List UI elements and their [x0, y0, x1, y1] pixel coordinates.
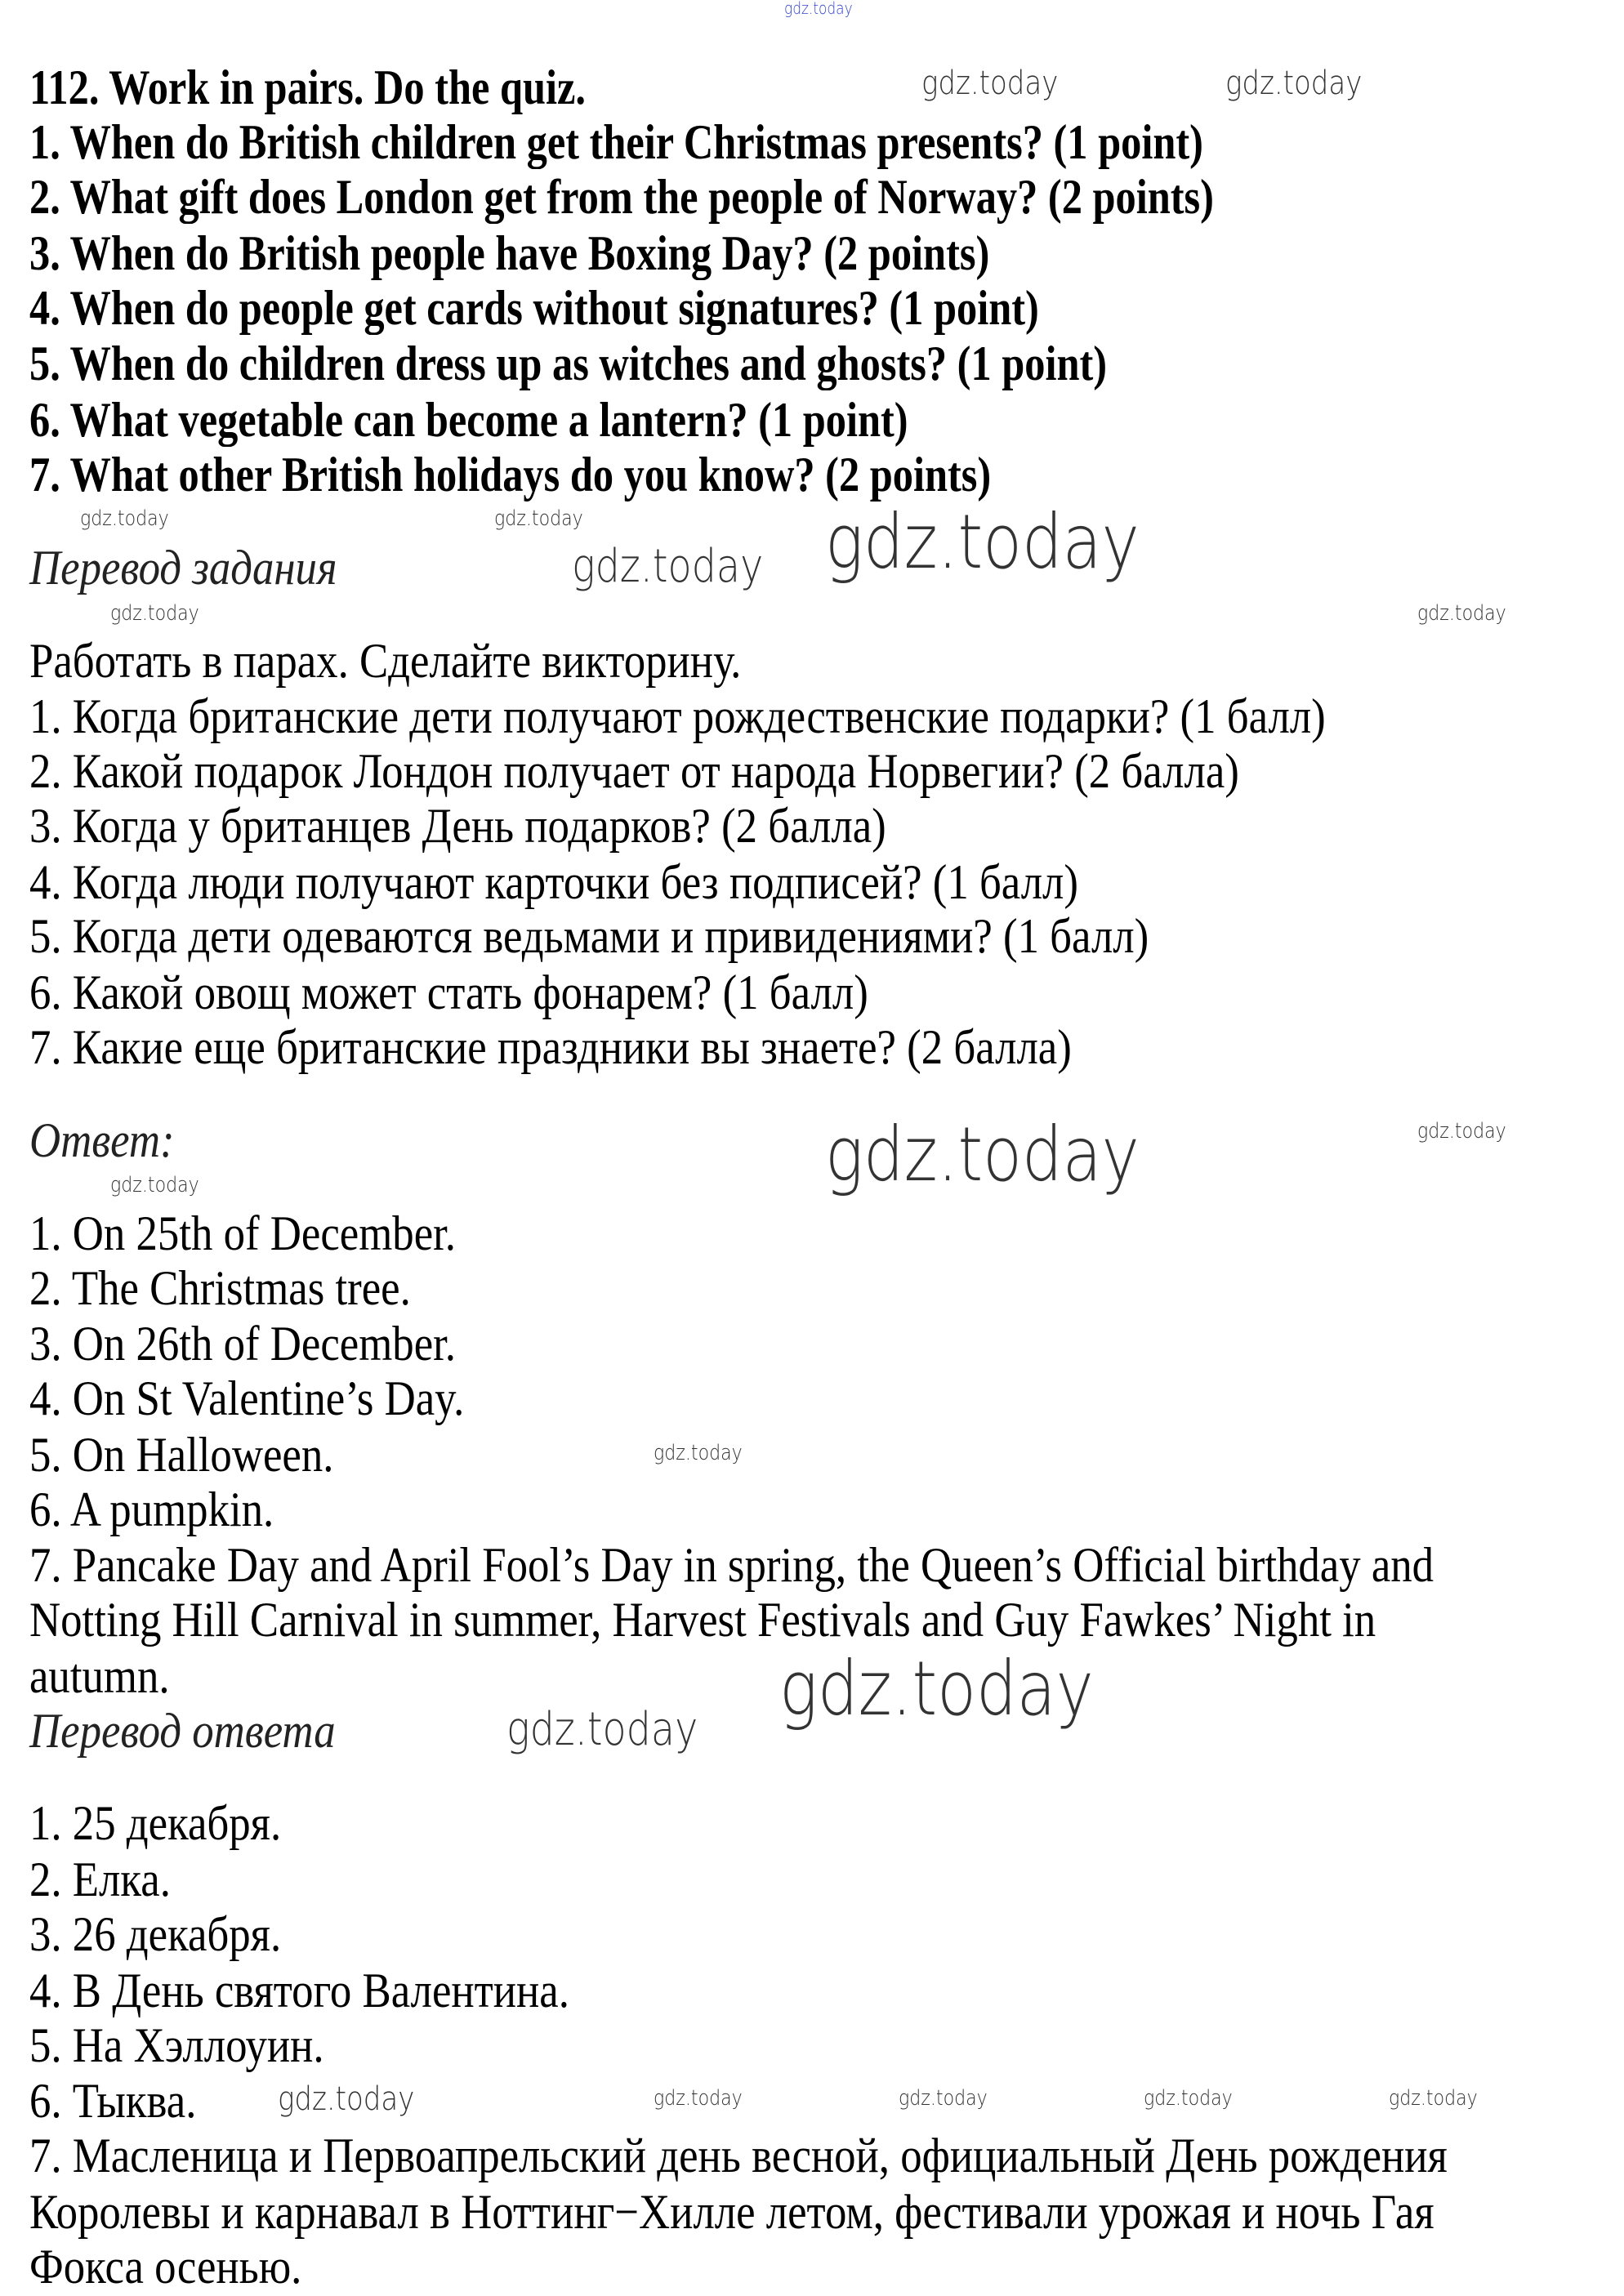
watermark: gdz.today — [899, 2086, 988, 2111]
watermark: gdz.today — [110, 1173, 199, 1197]
answer-translation-line: 2. Елка. — [29, 1852, 171, 1906]
translated-question: 2. Какой подарок Лондон получает от народа Норвегии? (2 балла) — [29, 744, 1239, 798]
watermark: gdz.today — [1417, 1119, 1506, 1144]
watermark: gdz.today — [825, 498, 1140, 586]
question: 6. What vegetable can become a lantern? (1 point) — [29, 393, 908, 447]
watermark: gdz.today — [654, 2086, 743, 2111]
question: 2. What gift does London get from the people of Norway? (2 points) — [29, 170, 1214, 224]
translated-question: 6. Какой овощ может стать фонарем? (1 балл) — [29, 965, 868, 1019]
watermark: gdz.today — [779, 1645, 1094, 1732]
answer-line: 2. The Christmas tree. — [29, 1261, 411, 1315]
watermark: gdz.today — [494, 506, 583, 531]
translated-question: 7. Какие еще британские праздники вы знаете? (2 балла) — [29, 1020, 1072, 1074]
answer-line: 6. A pumpkin. — [29, 1482, 274, 1536]
watermark: gdz.today — [825, 1111, 1140, 1198]
answer-line: Notting Hill Carnival in summer, Harvest Festivals and Guy Fawkes’ Night in — [29, 1593, 1376, 1647]
translated-question: 4. Когда люди получают карточки без подписей? (1 балл) — [29, 855, 1078, 909]
question: 1. When do British children get their Christmas presents? (1 point) — [29, 115, 1203, 169]
question: 5. When do children dress up as witches and ghosts? (1 point) — [29, 337, 1108, 390]
answer-line: 3. On 26th of December. — [29, 1317, 457, 1371]
watermark: gdz.today — [921, 65, 1059, 102]
answer-line: autumn. — [29, 1649, 170, 1703]
answer-line: 7. Pancake Day and April Fool’s Day in spring, the Queen’s Official birthday and — [29, 1538, 1434, 1592]
translated-question: 1. Когда британские дети получают рождественские подарки? (1 балл) — [29, 689, 1326, 743]
watermark: gdz.today — [1144, 2086, 1233, 2111]
answer-translation-line: 3. 26 декабря. — [29, 1907, 282, 1961]
watermark: gdz.today — [572, 540, 764, 593]
task-title: 112. Work in pairs. Do the quiz. — [29, 60, 586, 114]
watermark: gdz.today — [80, 506, 169, 531]
answer-translation-line: 7. Масленица и Первоапрельский день весной, официальный День рождения — [29, 2129, 1448, 2182]
translation-intro: Работать в парах. Сделайте викторину. — [29, 634, 742, 688]
answer-translation-line: Фокса осенью. — [29, 2240, 302, 2294]
watermark: gdz.today — [1225, 65, 1363, 102]
watermark: gdz.today — [1389, 2086, 1478, 2111]
watermark: gdz.today — [506, 1703, 698, 1756]
watermark: gdz.today — [278, 2080, 415, 2118]
answer-translation-line: 4. В День святого Валентина. — [29, 1964, 569, 2017]
question: 7. What other British holidays do you know? (2 points) — [29, 448, 992, 502]
watermark: gdz.today — [110, 601, 199, 626]
question: 3. When do British people have Boxing Day? (2 points) — [29, 226, 990, 280]
answer-heading: Ответ: — [29, 1113, 175, 1167]
answer-translation-heading: Перевод ответа — [29, 1704, 336, 1758]
translated-question: 3. Когда у британцев День подарков? (2 балла) — [29, 799, 886, 853]
answer-translation-line: 6. Тыква. — [29, 2074, 197, 2128]
translation-heading: Перевод задания — [29, 541, 337, 595]
translated-question: 5. Когда дети одеваются ведьмами и привидениями? (1 балл) — [29, 909, 1149, 963]
watermark: gdz.today — [784, 0, 853, 18]
answer-line: 1. On 25th of December. — [29, 1206, 457, 1260]
answer-translation-line: 1. 25 декабря. — [29, 1796, 282, 1850]
answer-translation-line: Королевы и карнавал в Ноттинг−Хилле летом, фестивали урожая и ночь Гая — [29, 2185, 1434, 2239]
watermark: gdz.today — [654, 1441, 743, 1465]
question: 4. When do people get cards without signatures? (1 point) — [29, 281, 1039, 335]
answer-line: 4. On St Valentine’s Day. — [29, 1371, 465, 1425]
answer-translation-line: 5. На Хэллоуин. — [29, 2018, 324, 2072]
watermark: gdz.today — [1417, 601, 1506, 626]
answer-line: 5. On Halloween. — [29, 1428, 334, 1482]
